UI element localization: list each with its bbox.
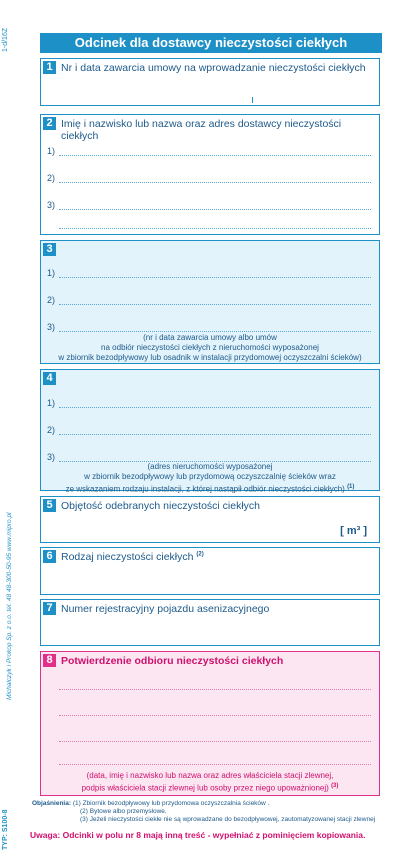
field-number: 2 bbox=[43, 117, 56, 130]
dotted-line bbox=[59, 277, 371, 278]
dotted-line bbox=[59, 741, 371, 742]
form-header: Odcinek dla dostawcy nieczystości ciekłych bbox=[40, 33, 382, 53]
publisher-info: Michalczyk i Prokop Sp. z o.o. tel. 48 48-300-50-95 www.mipro.pl bbox=[6, 512, 13, 700]
field-2-box[interactable] bbox=[40, 114, 380, 235]
warning-note: Uwaga: Odcinki w polu nr 8 mają inną treść - wypełniać z pominięciem kopiowania. bbox=[30, 830, 366, 840]
tick-mark bbox=[252, 97, 253, 103]
line-label: 1) bbox=[47, 398, 56, 408]
dotted-line bbox=[59, 331, 371, 332]
field-3-box[interactable] bbox=[40, 240, 380, 364]
line-label: 1) bbox=[47, 268, 56, 278]
line-label: 3) bbox=[47, 322, 56, 332]
field-number: 4 bbox=[43, 372, 56, 385]
explanation-item: (2) Bytowe albo przemysłowe. bbox=[80, 808, 167, 815]
field-8-box[interactable] bbox=[40, 651, 380, 796]
field-number: 7 bbox=[43, 602, 56, 615]
dotted-line bbox=[59, 209, 371, 210]
dotted-line bbox=[59, 434, 371, 435]
line-label: 2) bbox=[47, 425, 56, 435]
dotted-line bbox=[59, 764, 371, 765]
dotted-line bbox=[59, 304, 371, 305]
explanations-label: Objaśnienia: bbox=[32, 800, 72, 807]
explanation-item: (3) Jeżeli nieczystości ciekłe nie są wprowadzane do bezodpływowej, zautomatyzowanej stacji zlewnej bbox=[80, 816, 376, 823]
dotted-line bbox=[59, 407, 371, 408]
field-title: Potwierdzenie odbioru nieczystości ciekłych bbox=[61, 655, 284, 667]
field-5-box[interactable] bbox=[40, 496, 380, 543]
field-7-box[interactable] bbox=[40, 599, 380, 646]
dotted-line bbox=[59, 182, 371, 183]
line-label: 2) bbox=[47, 295, 56, 305]
field-title: Nr i data zawarcia umowy na wprowadzanie nieczystości ciekłych bbox=[61, 62, 366, 74]
field-note: (adres nieruchomości wyposażonej w zbiornik bezodpływowy lub przydomową oczyszczalnię ścieków wraz ze wskazaniem rodzaju instalacji, z której nastąpił odbiór nieczystości ciekłych) $^{(1)}$ bbox=[65, 462, 355, 494]
field-number: 8 bbox=[43, 654, 56, 667]
field-4-box[interactable] bbox=[40, 369, 380, 494]
field-note: (nr i data zawarcia umowy albo umów na odbiór nieczystości ciekłych z nieruchomości wyposażonej w zbiornik bezodpływowy lub osadnik w instalacji przydomowej oczyszczalni ścieków) bbox=[58, 333, 362, 362]
dotted-line bbox=[59, 228, 371, 229]
field-number: 5 bbox=[43, 499, 56, 512]
field-6-box[interactable] bbox=[40, 547, 380, 595]
field-1-box[interactable] bbox=[40, 58, 380, 106]
line-label: 3) bbox=[47, 452, 56, 462]
line-label: 2) bbox=[47, 173, 56, 183]
field-note: (data, imię i nazwisko lub nazwa oraz adres właściciela stacji zlewnej, podpis właściciela stacji zlewnej lub osoby przez niego upoważnionej) $^{(3)}$ bbox=[81, 771, 339, 793]
field-number: 6 bbox=[43, 550, 56, 563]
line-label: 3) bbox=[47, 200, 56, 210]
line-label: 1) bbox=[47, 146, 56, 156]
field-title: Objętość odebranych nieczystości ciekłych bbox=[61, 500, 261, 512]
dotted-line bbox=[59, 689, 371, 690]
field-number: 1 bbox=[43, 61, 56, 74]
typ-code: TYP: S100-8 bbox=[2, 809, 9, 850]
field-title: Imię i nazwisko lub nazwa oraz adres dostawcy nieczystości ciekłych bbox=[61, 118, 342, 142]
field-title: Numer rejestracyjny pojazdu asenizacyjnego bbox=[61, 603, 270, 615]
explanation-item: (1) Zbiornik bezodpływowy lub przydomowa oczyszczalnia ścieków . bbox=[72, 800, 270, 807]
form-code: 1-d/16Z bbox=[2, 27, 9, 52]
dotted-line bbox=[59, 155, 371, 156]
field-title: Rodzaj nieczystości ciekłych $^{(2)}$ bbox=[61, 551, 204, 563]
volume-unit: [ m³ ] bbox=[340, 525, 367, 537]
explanations bbox=[32, 800, 382, 824]
dotted-line bbox=[59, 715, 371, 716]
field-number: 3 bbox=[43, 243, 56, 256]
